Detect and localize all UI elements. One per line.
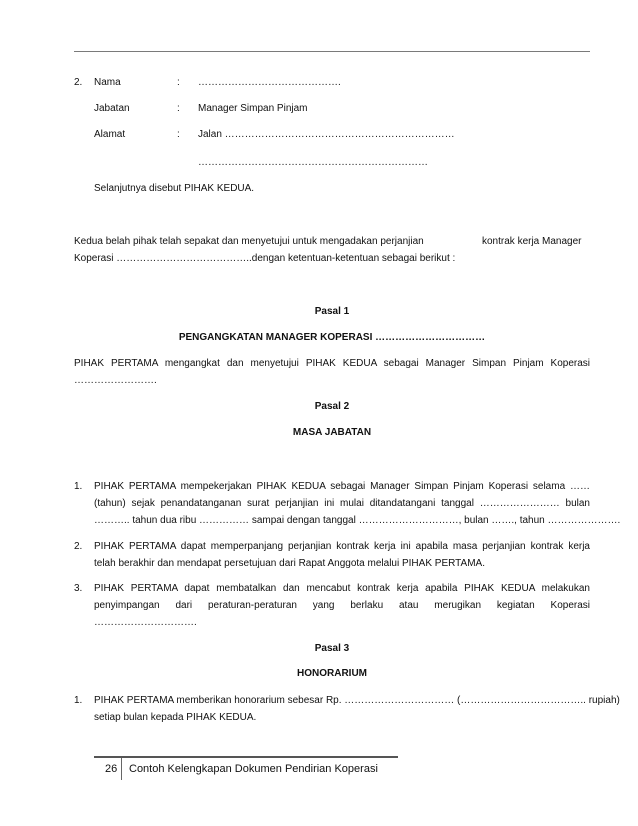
pasal3-item1-line1: PIHAK PERTAMA memberikan honorarium sebesar Rp. …………………………… (……………………………….. rupiah) [94,695,620,706]
pasal2-item3-num: 3. [74,583,83,594]
pasal1-line2: ……………………. [74,375,157,386]
pasal2-item1-line3: ……….. tahun dua ribu …………… sampai dengan tanggal …………………………, bulan ……., tahun …………………. [94,515,621,526]
pasal2-item3-line3: …………………………. [94,617,197,628]
intro-line1a: Kedua belah pihak telah sepakat dan menyetujui untuk mengadakan perjanjian [74,236,424,247]
intro-line1b: kontrak kerja Manager [482,236,582,247]
pasal3-number: Pasal 3 [314,643,350,654]
position-colon: : [177,103,180,114]
pasal2-item2-line2: telah berakhir dan mendapat persetujuan dari Rapat Anggota melalui PIHAK PERTAMA. [94,558,485,569]
address-colon: : [177,129,180,140]
pasal2-item2-line1: PIHAK PERTAMA dapat memperpanjang perjanjian kontrak kerja ini apabila masa perjanjian kontrak kerja [94,541,590,552]
pasal1-title: PENGANGKATAN MANAGER KOPERASI …………………………… [178,332,486,343]
address-label: Alamat [94,129,126,140]
name-colon: : [177,77,180,88]
party-number: 2. [74,77,83,88]
pasal1-line1: PIHAK PERTAMA mengangkat dan menyetujui PIHAK KEDUA sebagai Manager Simpan Pinjam Koperasi [74,358,590,369]
position-value: Manager Simpan Pinjam [198,103,308,114]
intro-line2: Koperasi …………………………………..dengan ketentuan-ketentuan sebagai berikut : [74,253,456,264]
pasal1-number: Pasal 1 [314,306,350,317]
pasal2-item2-num: 2. [74,541,83,552]
footer-rule [94,756,398,758]
pasal3-item1-line2: setiap bulan kepada PIHAK KEDUA. [94,712,257,723]
pasal2-item3-line1: PIHAK PERTAMA dapat membatalkan dan mencabut kontrak kerja apabila PIHAK KEDUA melakukan [94,583,590,594]
address-value: Jalan …………………………………………………………… [198,129,455,140]
pasal2-item3-line2: penyimpangan dari peraturan-peraturan yang berlaku atau merugikan kegiatan Koperasi [94,600,590,611]
header-rule [74,51,590,52]
pasal3-title: HONORARIUM [297,668,367,679]
address-value-line2: …………………………………………………………… [198,157,428,168]
name-label: Nama [94,77,121,88]
pasal2-item1-line1: PIHAK PERTAMA mempekerjakan PIHAK KEDUA sebagai Manager Simpan Pinjam Koperasi selama …… [94,481,590,492]
position-label: Jabatan [94,103,130,114]
footer-separator [121,758,122,780]
party-alias: Selanjutnya disebut PIHAK KEDUA. [94,183,255,194]
pasal2-title: MASA JABATAN [292,427,372,438]
footer-title: Contoh Kelengkapan Dokumen Pendirian Koperasi [129,763,378,775]
page-number: 26 [105,763,118,775]
pasal2-number: Pasal 2 [314,401,350,412]
pasal2-item1-num: 1. [74,481,83,492]
name-value: ……………………………………. [198,77,341,88]
pasal3-item1-num: 1. [74,695,83,706]
pasal2-item1-line2: (tahun) sejak penandatanganan surat perjanjian ini mulai ditandatangani tanggal …………………… bulan [94,498,590,509]
